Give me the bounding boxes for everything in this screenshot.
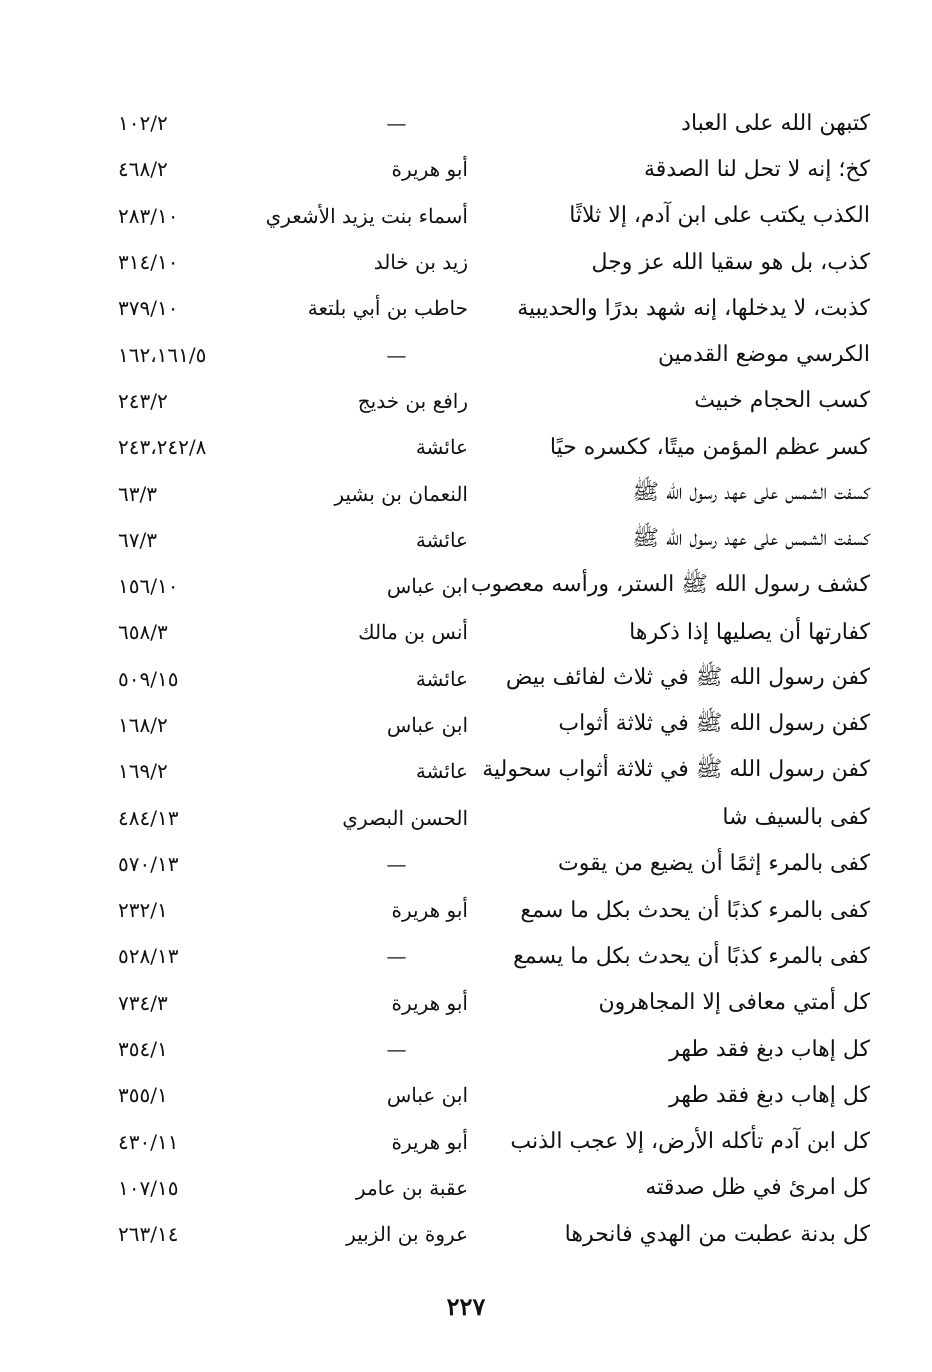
narrator: عائشة: [415, 759, 468, 784]
table-row: [110, 1026, 870, 1072]
table-row: [110, 887, 870, 933]
narrator: ابن عباس: [386, 713, 468, 737]
volume-page-ref: ٣٥٤/١: [118, 1037, 168, 1062]
volume-page-ref: ٤٦٨/٢: [118, 157, 168, 182]
hadith-text: كتبهن الله على العباد: [681, 110, 870, 136]
hadith-text: كل إهاب دبغ فقد طهر: [669, 1036, 870, 1062]
narrator: —: [386, 944, 407, 969]
volume-page-ref: ٢٣٢/١: [118, 898, 168, 923]
hadith-text: كسب الحجام خبيث: [694, 388, 870, 414]
narrator: رافع بن خديج: [357, 388, 468, 413]
narrator: عائشة: [415, 527, 468, 552]
volume-page-ref: ٤٣٠/١١: [118, 1129, 179, 1154]
narrator: أبو هريرة: [391, 898, 468, 923]
hadith-text: كفى بالمرء كذبًا أن يحدث بكل ما يسمع: [513, 943, 870, 969]
narrator: ابن عباس: [386, 574, 468, 599]
volume-page-ref: ٧٣٤/٣: [118, 990, 168, 1015]
table-row: [110, 517, 870, 563]
narrator: عائشة: [415, 666, 468, 691]
table-row: [110, 1072, 870, 1118]
table-row: [110, 378, 870, 424]
table-row: [110, 331, 870, 377]
narrator: عائشة: [415, 435, 468, 460]
narrator: الحسن البصري: [342, 805, 468, 830]
hadith-text: كفن رسول الله ﷺ في ثلاث لفائف بيض: [505, 664, 870, 690]
volume-page-ref: ١٦٢،١٦١/٥: [118, 342, 207, 367]
table-row: [110, 100, 870, 146]
table-row: [110, 656, 870, 702]
narrator: —: [386, 851, 407, 876]
narrator: عروة بن الزبير: [346, 1222, 468, 1247]
narrator: أنس بن مالك: [358, 620, 468, 645]
hadith-text: كفن رسول الله ﷺ في ثلاثة أثواب سحولية: [482, 757, 870, 783]
hadith-text: كفن رسول الله ﷺ في ثلاثة أثواب: [558, 711, 870, 736]
narrator: —: [386, 111, 407, 136]
volume-page-ref: ٢٨٣/١٠: [118, 203, 179, 228]
volume-page-ref: ٣٧٩/١٠: [118, 296, 179, 321]
hadith-text: كسر عظم المؤمن ميتًا، ككسره حيًا: [549, 434, 870, 460]
narrator: أسماء بنت يزيد الأشعري: [265, 203, 468, 228]
table-row: [110, 794, 870, 840]
volume-page-ref: ١٠٧/١٥: [118, 1175, 179, 1200]
narrator: زيد بن خالد: [373, 250, 468, 275]
hadith-text: كل امرئ في ظل صدقته: [645, 1175, 870, 1201]
hadith-text: كفارتها أن يصليها إذا ذكرها: [629, 619, 870, 645]
hadith-text: كفى بالمرء كذبًا أن يحدث بكل ما سمع: [520, 897, 870, 923]
volume-page-ref: ٢٤٣/٢: [118, 388, 168, 413]
table-row: [110, 193, 870, 239]
volume-page-ref: ١٠٢/٢: [118, 111, 168, 136]
hadith-text: كسفت الشمس على عهد رسول الله ﷺ: [632, 479, 870, 505]
table-row: [110, 933, 870, 979]
table-row: [110, 146, 870, 192]
volume-page-ref: ٢٤٣،٢٤٢/٨: [118, 435, 207, 460]
volume-page-ref: ١٦٨/٢: [118, 713, 168, 737]
hadith-text: كل إهاب دبغ فقد طهر: [669, 1082, 870, 1108]
narrator: ابن عباس: [386, 1083, 468, 1108]
hadith-text: كذب، بل هو سقيا الله عز وجل: [591, 249, 870, 275]
narrator: أبو هريرة: [391, 990, 468, 1015]
volume-page-ref: ٦٥٨/٣: [118, 620, 168, 645]
volume-page-ref: ٥٠٩/١٥: [118, 666, 179, 691]
table-row: [110, 980, 870, 1026]
table-row: [110, 563, 870, 609]
hadith-text: كذبت، لا يدخلها، إنه شهد بدرًا والحديبية: [517, 295, 870, 321]
table-row: [110, 424, 870, 470]
narrator: أبو هريرة: [391, 157, 468, 182]
hadith-text: كل ابن آدم تأكله الأرض، إلا عجب الذنب: [510, 1129, 870, 1155]
table-row: [110, 239, 870, 285]
hadith-text: كسفت الشمس على عهد رسول الله ﷺ: [632, 525, 870, 551]
narrator: النعمان بن بشير: [334, 481, 468, 506]
volume-page-ref: ١٥٦/١٠: [118, 574, 179, 599]
hadith-text: كفى بالمرء إثمًا أن يضيع من يقوت: [558, 851, 870, 877]
volume-page-ref: ٣٥٥/١: [118, 1083, 168, 1108]
table-row: [110, 609, 870, 655]
narrator: عقبة بن عامر: [355, 1175, 468, 1200]
narrator: أبو هريرة: [391, 1129, 468, 1154]
page-number: ٢٢٧: [446, 1292, 486, 1321]
table-row: [110, 1119, 870, 1165]
hadith-text: الكذب يكتب على ابن آدم، إلا ثلاثًا: [569, 203, 870, 229]
volume-page-ref: ٥٢٨/١٣: [118, 944, 179, 969]
hadith-text: كل أمتي معافى إلا المجاهرون: [598, 990, 870, 1016]
hadith-text: كفى بالسيف شا: [722, 805, 870, 831]
table-row: [110, 1165, 870, 1211]
hadith-text: كشف رسول الله ﷺ الستر، ورأسه معصوب: [470, 572, 870, 598]
volume-page-ref: ٣١٤/١٠: [118, 250, 179, 275]
table-row: [110, 841, 870, 887]
table-row: [110, 470, 870, 516]
table-row: [110, 285, 870, 331]
volume-page-ref: ١٦٩/٢: [118, 759, 168, 784]
table-row: [110, 1211, 870, 1257]
volume-page-ref: ٦٧/٣: [118, 527, 157, 552]
hadith-text: كل بدنة عطبت من الهدي فانحرها: [564, 1221, 870, 1247]
hadith-text: كخ؛ إنه لا تحل لنا الصدقة: [644, 156, 870, 182]
hadith-text: الكرسي موضع القدمين: [657, 342, 870, 368]
table-row: [110, 702, 870, 748]
volume-page-ref: ٥٧٠/١٣: [118, 851, 179, 876]
volume-page-ref: ٦٣/٣: [118, 481, 157, 506]
narrator: —: [386, 1037, 407, 1062]
volume-page-ref: ٢٦٣/١٤: [118, 1222, 179, 1247]
narrator: حاطب بن أبي بلتعة: [307, 296, 468, 321]
table-row: [110, 748, 870, 794]
narrator: —: [386, 342, 407, 367]
hadith-index-table: [110, 100, 870, 1257]
volume-page-ref: ٤٨٤/١٣: [118, 805, 179, 830]
